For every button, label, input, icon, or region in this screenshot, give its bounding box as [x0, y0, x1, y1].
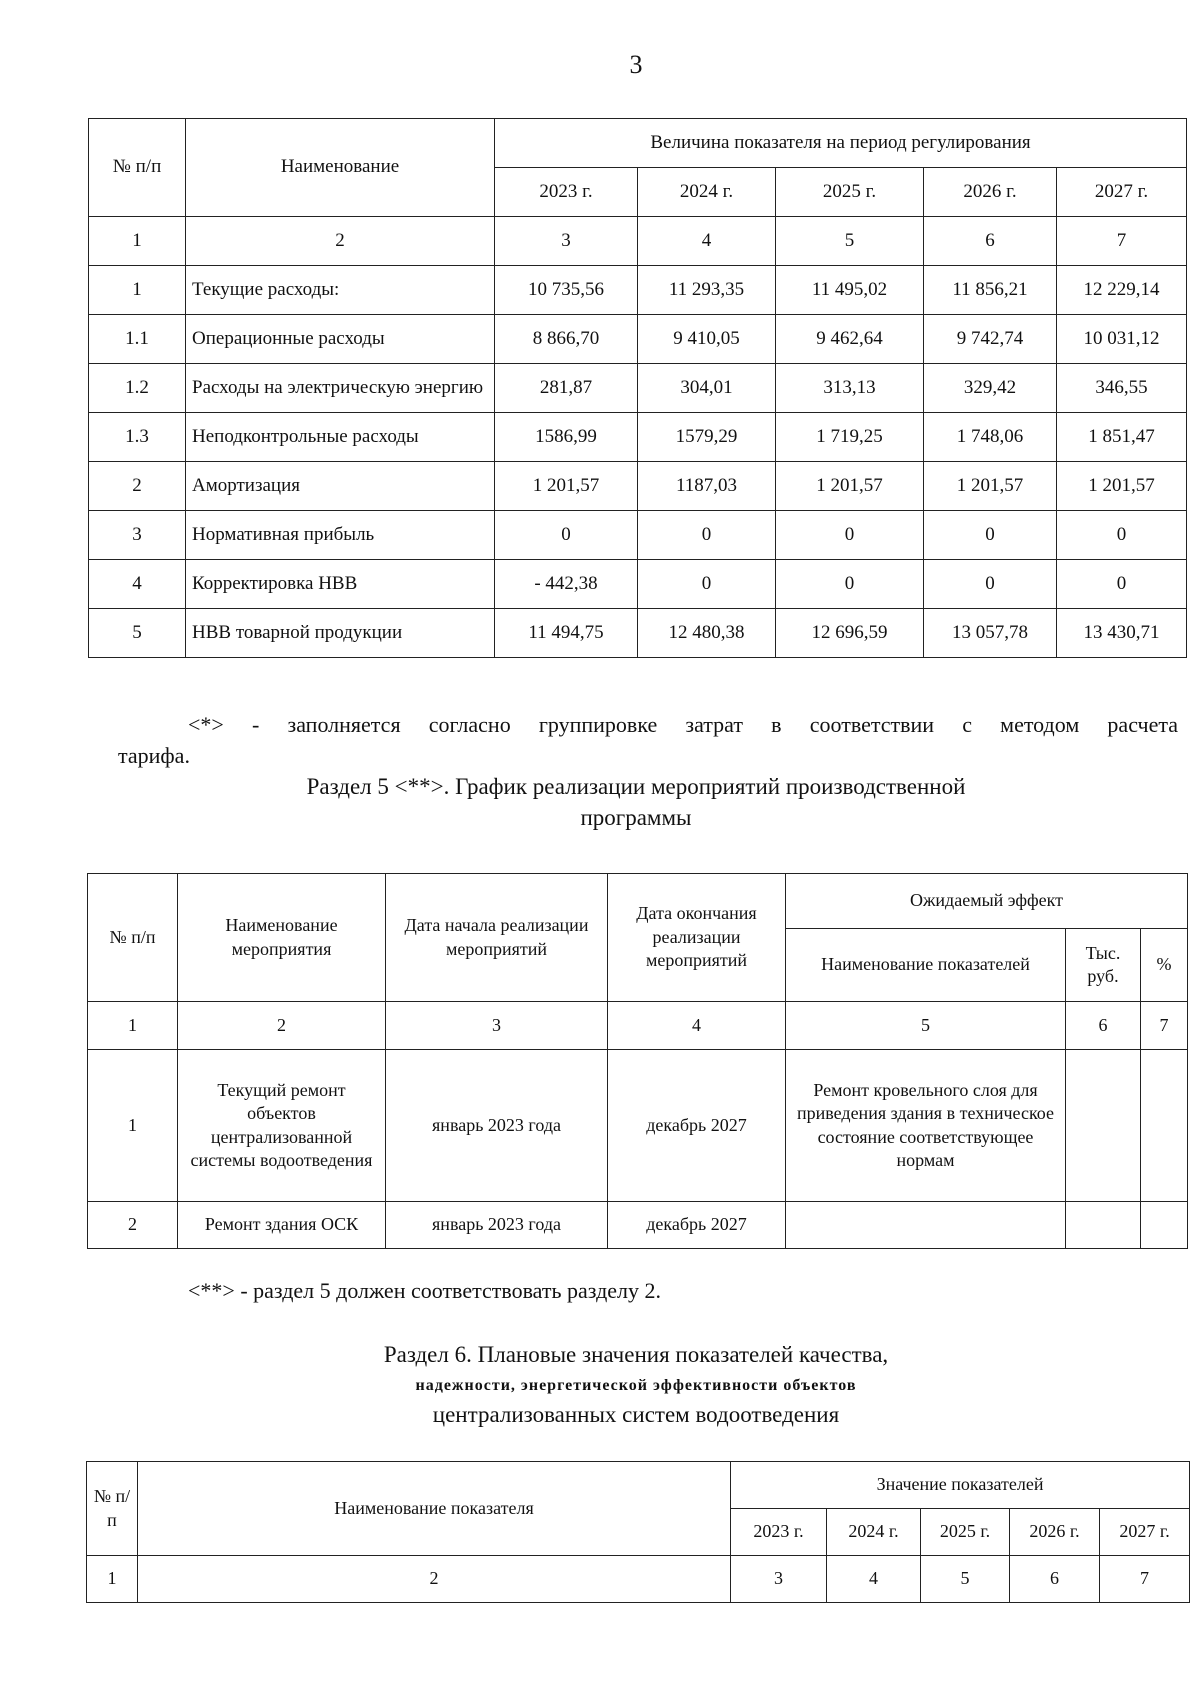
col-num-header: № п/п	[89, 119, 186, 217]
value-cell: 0	[1057, 511, 1187, 560]
value-cell: 11 495,02	[776, 266, 924, 315]
row-num: 3	[89, 511, 186, 560]
col-indicator-header: Наименование показателей	[786, 929, 1066, 1002]
index-cell: 7	[1100, 1556, 1190, 1603]
percent-cell	[1141, 1202, 1188, 1249]
table-row	[89, 560, 1187, 609]
value-cell: 8 866,70	[495, 315, 638, 364]
row-name: Расходы на электрическую энергию	[186, 364, 495, 413]
index-cell: 5	[776, 217, 924, 266]
row-num: 1.2	[89, 364, 186, 413]
value-cell: 0	[638, 511, 776, 560]
value-cell: 0	[776, 511, 924, 560]
value-cell: 13 057,78	[924, 609, 1057, 658]
row-num: 1	[89, 266, 186, 315]
index-cell: 4	[608, 1002, 786, 1050]
quality-indicators-table	[86, 1461, 1190, 1603]
table-row	[89, 315, 1187, 364]
value-cell: 10 735,56	[495, 266, 638, 315]
index-cell: 3	[495, 217, 638, 266]
col-end-header: Дата окончания реализации мероприятий	[608, 874, 786, 1002]
index-cell: 1	[88, 1002, 178, 1050]
index-cell: 5	[786, 1002, 1066, 1050]
table-row	[89, 511, 1187, 560]
year-header: 2024 г.	[638, 168, 776, 217]
value-cell: 9 742,74	[924, 315, 1057, 364]
section-5-title-line-1: Раздел 5 <**>. График реализации мероприятий производственной	[306, 774, 966, 799]
value-cell: 281,87	[495, 364, 638, 413]
value-cell: 1 748,06	[924, 413, 1057, 462]
row-name: Нормативная прибыль	[186, 511, 495, 560]
row-name: НВВ товарной продукции	[186, 609, 495, 658]
end-date-cell: декабрь 2027	[608, 1050, 786, 1202]
cost-indicators-table	[88, 118, 1187, 658]
row-num: 2	[89, 462, 186, 511]
value-cell: 1 201,57	[495, 462, 638, 511]
index-row	[88, 1002, 1188, 1050]
value-cell: 0	[495, 511, 638, 560]
index-cell: 7	[1057, 217, 1187, 266]
value-cell: 10 031,12	[1057, 315, 1187, 364]
value-cell: 1 201,57	[776, 462, 924, 511]
row-name: Неподконтрольные расходы	[186, 413, 495, 462]
value-cell: 0	[1057, 560, 1187, 609]
value-cell: 313,13	[776, 364, 924, 413]
col-effect-header: Ожидаемый эффект	[786, 874, 1188, 929]
event-cell: Текущий ремонт объектов централизованной системы водоотведения	[178, 1050, 386, 1202]
page-number: 3	[629, 50, 643, 79]
section-6-title-line-1: Раздел 6. Плановые значения показателей качества,	[383, 1342, 889, 1367]
table-row	[88, 1202, 1188, 1249]
value-cell: 11 293,35	[638, 266, 776, 315]
index-cell: 1	[87, 1556, 138, 1603]
start-date-cell: январь 2023 года	[386, 1202, 608, 1249]
value-cell: 1 851,47	[1057, 413, 1187, 462]
value-cell: 304,01	[638, 364, 776, 413]
value-cell: 0	[638, 560, 776, 609]
year-header: 2026 г.	[1010, 1509, 1100, 1556]
value-cell: 13 430,71	[1057, 609, 1187, 658]
index-cell: 5	[921, 1556, 1010, 1603]
value-cell: 0	[924, 560, 1057, 609]
table-row	[89, 266, 1187, 315]
value-cell: 1 201,57	[924, 462, 1057, 511]
value-cell: 12 229,14	[1057, 266, 1187, 315]
index-cell: 6	[924, 217, 1057, 266]
index-row	[87, 1556, 1190, 1603]
value-cell: 1 719,25	[776, 413, 924, 462]
col-num-header: № п/п	[87, 1462, 138, 1556]
year-header: 2026 г.	[924, 168, 1057, 217]
value-cell: 329,42	[924, 364, 1057, 413]
index-cell: 7	[1141, 1002, 1188, 1050]
index-cell: 1	[89, 217, 186, 266]
row-name: Корректировка НВВ	[186, 560, 495, 609]
table-row	[89, 609, 1187, 658]
year-header: 2024 г.	[827, 1509, 921, 1556]
index-cell: 4	[827, 1556, 921, 1603]
col-name-header: Наименование показателя	[138, 1462, 731, 1556]
start-date-cell: январь 2023 года	[386, 1050, 608, 1202]
index-cell: 6	[1010, 1556, 1100, 1603]
value-cell: 0	[924, 511, 1057, 560]
indicator-cell	[786, 1202, 1066, 1249]
row-num: 2	[88, 1202, 178, 1249]
value-cell: 11 856,21	[924, 266, 1057, 315]
value-cell: 1579,29	[638, 413, 776, 462]
section-6-title-line-2: надежности, энергетической эффективности объектов	[415, 1377, 857, 1394]
row-name: Операционные расходы	[186, 315, 495, 364]
footnote-2: <**> - раздел 5 должен соответствовать разделу 2.	[188, 1278, 662, 1303]
section-6-title-line-3: централизованных систем водоотведения	[432, 1402, 840, 1427]
year-header: 2027 г.	[1057, 168, 1187, 217]
index-cell: 3	[386, 1002, 608, 1050]
event-cell: Ремонт здания ОСК	[178, 1202, 386, 1249]
value-cell: 346,55	[1057, 364, 1187, 413]
index-cell: 2	[186, 217, 495, 266]
thousand-cell	[1066, 1202, 1141, 1249]
section-5-title-line-2: программы	[580, 805, 692, 830]
indicator-cell: Ремонт кровельного слоя для приведения здания в техническое состояние соответствующее нормам	[786, 1050, 1066, 1202]
percent-cell	[1141, 1050, 1188, 1202]
year-header: 2027 г.	[1100, 1509, 1190, 1556]
index-cell: 3	[731, 1556, 827, 1603]
value-cell: 12 696,59	[776, 609, 924, 658]
value-cell: 1 201,57	[1057, 462, 1187, 511]
col-thousand-header: Тыс. руб.	[1066, 929, 1141, 1002]
col-group-header: Значение показателей	[731, 1462, 1190, 1509]
footnote-1-line-2: тарифа.	[118, 743, 190, 768]
activities-schedule-table	[87, 873, 1188, 1249]
end-date-cell: декабрь 2027	[608, 1202, 786, 1249]
table-row	[89, 364, 1187, 413]
index-row	[89, 217, 1187, 266]
value-cell: 9 462,64	[776, 315, 924, 364]
index-cell: 6	[1066, 1002, 1141, 1050]
year-header: 2023 г.	[495, 168, 638, 217]
col-percent-header: %	[1141, 929, 1188, 1002]
value-cell: 11 494,75	[495, 609, 638, 658]
row-num: 4	[89, 560, 186, 609]
index-cell: 4	[638, 217, 776, 266]
thousand-cell	[1066, 1050, 1141, 1202]
value-cell: - 442,38	[495, 560, 638, 609]
col-event-header: Наименование мероприятия	[178, 874, 386, 1002]
year-header: 2023 г.	[731, 1509, 827, 1556]
col-start-header: Дата начала реализации мероприятий	[386, 874, 608, 1002]
footnote-1-line-1: <*> - заполняется согласно группировке затрат в соответствии с методом расчета	[188, 712, 1178, 737]
year-header: 2025 г.	[776, 168, 924, 217]
row-name: Текущие расходы:	[186, 266, 495, 315]
value-cell: 9 410,05	[638, 315, 776, 364]
col-group-header: Величина показателя на период регулирования	[495, 119, 1187, 168]
row-name: Амортизация	[186, 462, 495, 511]
row-num: 1	[88, 1050, 178, 1202]
table-row	[89, 462, 1187, 511]
row-num: 1.1	[89, 315, 186, 364]
row-num: 5	[89, 609, 186, 658]
value-cell: 1187,03	[638, 462, 776, 511]
index-cell: 2	[178, 1002, 386, 1050]
table-row	[88, 1050, 1188, 1202]
value-cell: 1586,99	[495, 413, 638, 462]
table-row	[89, 413, 1187, 462]
year-header: 2025 г.	[921, 1509, 1010, 1556]
col-num-header: № п/п	[88, 874, 178, 1002]
index-cell: 2	[138, 1556, 731, 1603]
value-cell: 0	[776, 560, 924, 609]
value-cell: 12 480,38	[638, 609, 776, 658]
col-name-header: Наименование	[186, 119, 495, 217]
row-num: 1.3	[89, 413, 186, 462]
